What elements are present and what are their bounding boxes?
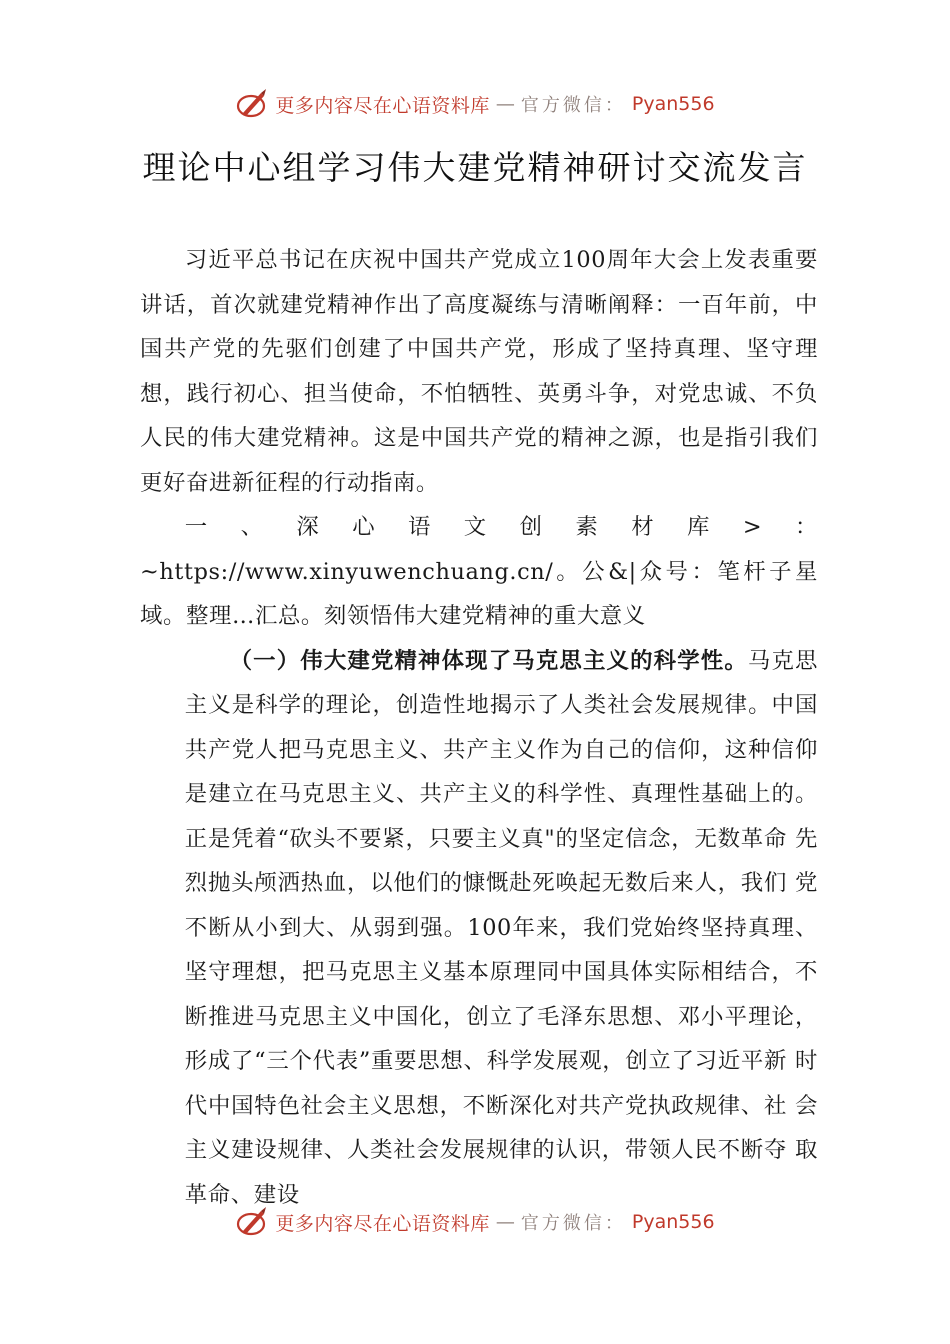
footer-banner bbox=[0, 1202, 950, 1242]
banner-dash: — bbox=[495, 93, 515, 115]
banner-dash: — bbox=[495, 1211, 515, 1233]
paragraph-subsection-1 bbox=[140, 639, 818, 1218]
banner-wechat-id: Pyan556 bbox=[631, 93, 715, 115]
pen-logo-icon bbox=[235, 87, 269, 121]
paragraph-intro: 习近平总书记在庆祝中国共产党成立100周年大会上发表重要讲话，首次就建党精神作出了高度凝练与清晰阐释：一百年前，中国共产党的先驱们创建了中国共产党，形成了坚持真理、坚守理想，践行初心、担当使命，不怕牺牲、英勇斗争，对党忠诚、不负人民的伟大建党精神。这是中国共产党的精神之源，也是指引我们更好奋进新征程的行动指南。 bbox=[140, 247, 818, 496]
banner-main-text: 更多内容尽在心语资料库 bbox=[275, 1212, 490, 1235]
document-body bbox=[140, 238, 818, 1217]
banner-wechat-id: Pyan556 bbox=[631, 1211, 715, 1233]
subsection-1-heading: （一）伟大建党精神体现了马克思主义的科学性。 bbox=[229, 647, 748, 674]
header-banner bbox=[0, 84, 950, 124]
pen-logo-icon bbox=[235, 1205, 269, 1239]
paragraph-section-heading: 一、深心语文创素材库>：~https://www.xinyuwenchuang.cn/。公&|众号：笔杆子星域。整理…汇总。刻领悟伟大建党精神的重大意义 bbox=[140, 514, 818, 629]
banner-official-text: 官方微信： bbox=[520, 95, 626, 116]
document-title: 理论中心组学习伟大建党精神研讨交流发言 bbox=[142, 148, 808, 187]
subsection-1-body: 马克思主义是科学的理论，创造性地揭示了人类社会发展规律。中国共产党人把马克思主义、共产主义作为自己的信仰，这种信仰是建立在马克思主义、共产主义的科学性、真理性基础上的。正是凭着“砍头不要紧，只要主义真"的坚定信念，无数革命 先烈抛头颅洒热血，以他们的慷慨赴死唤起无数后来人，我们 党不断从小到大、从弱到强。100年来，我们党始终坚持真理、 坚守理想，把马克思主义基本原理同中国具体实际相结合，不 断推进马克思主义中国化，创立了毛泽东思想、邓小平理论， 形成了“三个代表”重要思想、科学发展观，创立了习近平新 时代中国特色社会主义思想，不断深化对共产党执政规律、社 会主义建设规律、人类社会发展规律的认识，带领人民不断夺 取革命、建设 bbox=[184, 647, 818, 1208]
banner-official-text: 官方微信： bbox=[520, 1213, 626, 1234]
banner-main-text: 更多内容尽在心语资料库 bbox=[275, 94, 490, 117]
